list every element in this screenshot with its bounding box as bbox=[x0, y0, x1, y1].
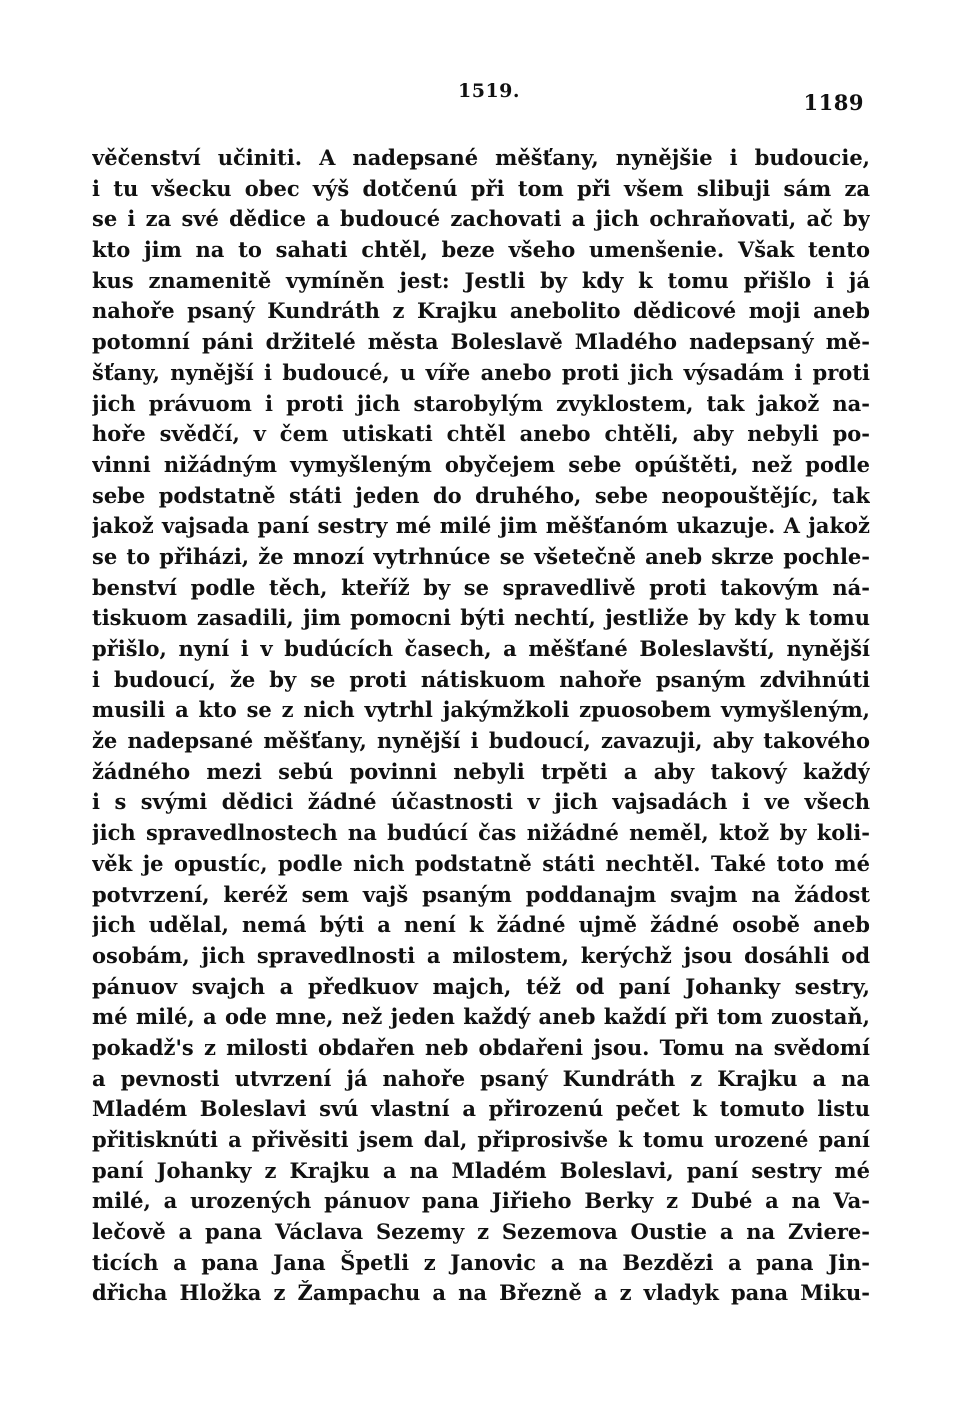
text-line: lečově a pana Václava Sezemy z Sezemova Oustie a na Zvierе- bbox=[92, 1219, 870, 1245]
text-line: musili a kto se z nich vytrhl jakýmžkoli zpuosobem vymyšleným, bbox=[92, 697, 870, 723]
text-line: benství podle těch, kteříž by se spravedlivě proti takovým ná- bbox=[92, 574, 870, 600]
text-line: kto jim na to sahati chtěl, beze všeho umenšenie. Však tento bbox=[92, 237, 870, 263]
text-line: Mladém Boleslavi svú vlastní a přirozenú pečet k tomuto listu bbox=[92, 1096, 870, 1122]
running-head-year: 1519. bbox=[458, 80, 520, 102]
text-line: se to přiházi, že mnozí vytrhnúce se všetečně aneb skrze pochle- bbox=[92, 543, 870, 569]
text-line: jich právuom i proti jich starobylým zvyklostem, tak jakož na- bbox=[92, 390, 870, 416]
text-line: dřicha Hložka z Žampachu a na Březně a z vladyk pana Miku- bbox=[92, 1280, 870, 1306]
text-line: tiskuom zasadili, jim pomocni býti nechtí, jestliže by kdy k tomu bbox=[92, 605, 870, 631]
text-line: pánuov svajch a předkuov majch, též od paní Johanky sestry, bbox=[92, 973, 870, 999]
text-line: přišlo, nyní i v budúcích časech, a měšťané Boleslavští, nynější bbox=[92, 636, 870, 661]
text-line: mé milé, a ode mne, než jeden každý aneb každí při tom zuostaň, bbox=[92, 1004, 870, 1030]
text-line: jich udělal, nemá býti a není k žádné ujmě žádné osobě aneb bbox=[92, 912, 870, 938]
text-line: potvrzení, keréž sem vajš psaným poddanajm svajm na žádost bbox=[92, 881, 870, 907]
text-line: žádného mezi sebú povinni nebyli trpěti a aby takový každý bbox=[92, 758, 870, 784]
text-line: i budoucí, že by se proti nátiskuom nahoře psaným zdvihnúti bbox=[92, 666, 870, 692]
text-line: i tu všecku obec výš dotčenú při tom při všem slibuji sám za bbox=[92, 175, 870, 201]
page-number: 1189 bbox=[803, 90, 864, 115]
text-line: se i za své dědice a budoucé zachovati a jich ochraňovati, ač by bbox=[92, 206, 870, 232]
text-line: vinni nižádným vymyšleným obyčejem sebe opúštěti, než podle bbox=[92, 451, 870, 477]
text-line: že nadepsané měšťany, nynější i budoucí, zavazuji, aby takového bbox=[92, 728, 870, 754]
text-line: šťany, nynější i budoucé, u víře anebo proti jich výsadám i proti bbox=[92, 359, 870, 385]
text-line: nahoře psaný Kundráth z Krajku anebolito dědicové moji aneb bbox=[92, 298, 870, 324]
text-line: hoře svědčí, v čem utiskati chtěl anebo chtěli, aby nebyli po- bbox=[92, 421, 870, 447]
text-line: přitisknúti a přivěsiti jsem dal, připrosivše k tomu urozené paní bbox=[92, 1127, 870, 1152]
text-line: jich spravedlnostech na budúcí čas nižádné neměl, ktož by koli- bbox=[92, 820, 870, 846]
text-line: sebe podstatně státi jeden do druhého, sebe neopouštějíc, tak bbox=[92, 482, 870, 508]
text-line: milé, a urozených pánuov pana Jiřieho Berky z Dubé a na Va- bbox=[92, 1188, 870, 1214]
text-line: a pevnosti utvrzení já nahoře psaný Kundráth z Krajku a na bbox=[92, 1065, 870, 1091]
text-line: pokadž's z milosti obdařen neb obdařeni jsou. Tomu na svědomí bbox=[92, 1034, 870, 1060]
text-line: potomní páni držitelé města Boleslavě Mladého nadepsaný mě- bbox=[92, 329, 870, 355]
page-header bbox=[0, 80, 960, 115]
text-line: osobám, jich spravedlnosti a milostem, kerýchž jsou dosáhli od bbox=[92, 942, 870, 968]
text-line: kus znamenitě vymíněn jest: Jestli by kdy k tomu přišlo i já bbox=[92, 267, 870, 293]
text-line: jakož vajsada paní sestry mé milé jim měšťanóm ukazuje. A jakož bbox=[92, 513, 870, 539]
text-line: paní Johanky z Krajku a na Mladém Boleslavi, paní sestry mé bbox=[92, 1157, 870, 1183]
body-text bbox=[92, 143, 870, 1309]
text-line: i s svými dědici žádné účastnosti v jich vajsadách i ve všech bbox=[92, 789, 870, 815]
text-line: věčenství učiniti. A nadepsané měšťany, nynějšie i budoucie, bbox=[92, 145, 870, 170]
text-line: věk je opustíc, podle nich podstatně státi nechtěl. Také toto mé bbox=[92, 850, 870, 876]
text-line: ticích a pana Jana Špetli z Janovic a na Bezdězi a pana Jin- bbox=[92, 1249, 870, 1275]
